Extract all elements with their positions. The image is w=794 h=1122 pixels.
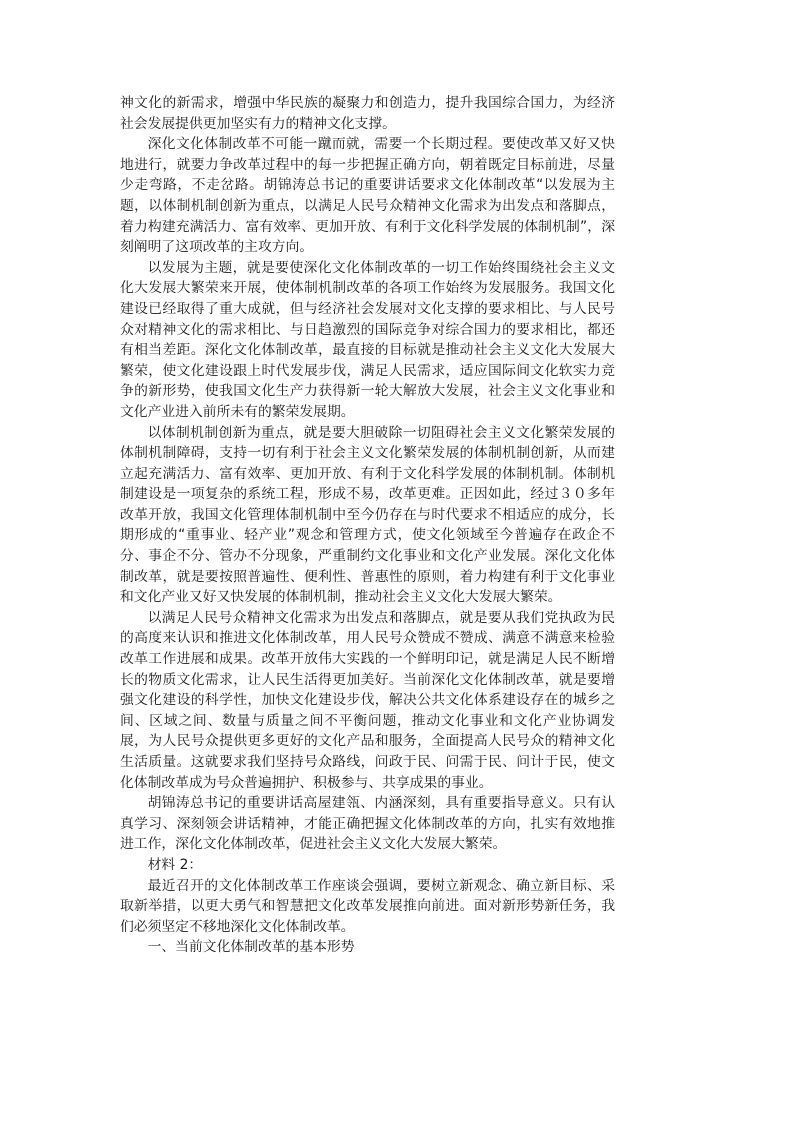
material-label: 材料 2： xyxy=(147,856,203,873)
paragraph-reform-process: 深化文化体制改革不可能一蹴而就，需要一个长期过程。要使改革又好又快地进行，就要力争改革过程中的每一步把握正确方向，朝着既定目标前进，尽量少走弯路，不走岔路。胡锦涛总书记的重要讲话要求文化体制改革“以发展为主题，以体制机制创新为重点，以满足人民号众精神文化需求为出发点和落脚点，着力构建充满活力、富有效率、更加开放、有利于文化科学发展的体制机制”，深刻阐明了这项改革的主攻方向。 xyxy=(120,136,615,256)
paragraph-development-theme: 以发展为主题，就是要使深化文化体制改革的一切工作始终围绕社会主义文化大发展大繁荣来开展，使体制机制改革的各项工作始终为发展服务。我国文化建设已经取得了重大成就，但与经济社会发展对文化支撑的要求相比、与人民号众对精神文化的需求相比、与日趋激烈的国际竞争对综合国力的要求相比，都还有相当差距。深化文化体制改革，最直接的目标就是推动社会主义文化大发展大繁荣，使文化建设跟上时代发展步伐，满足人民需求，适应国际间文化软实力竞争的新形势，使我国文化生产力获得新一轮大解放大发展，社会主义文化事业和文化产业进入前所未有的繁荣发展期。 xyxy=(120,259,615,420)
paragraph-material-2: 最近召开的文化体制改革工作座谈会强调，要树立新观念、确立新目标、采取新举措，以更大勇气和智慧把文化改革发展推向前进。面对新形势新任务，我们必须坚定不移地深化文化体制改革。 xyxy=(120,877,615,935)
paragraph-guidance: 胡锦涛总书记的重要讲话高屋建瓴、内涵深刻，具有重要指导意义。只有认真学习、深刻领会讲话精神，才能正确把握文化体制改革的方向，扎实有效地推进工作，深化文化体制改革，促进社会主义文化大发展大繁荣。 xyxy=(120,795,615,853)
paragraph-continuation: 神文化的新需求，增强中华民族的凝聚力和创造力，提升我国综合国力，为经济社会发展提供更加坚实有力的精神文化支撑。 xyxy=(120,95,615,132)
paragraph-mechanism-innovation: 以体制机制创新为重点，就是要大胆破除一切阻碍社会主义文化繁荣发展的体制机制障碍，支持一切有利于社会主义文化繁荣发展的体制机制创新，从而建立起充满活力、富有效率、更加开放、有利于文化科学发展的体制机制。体制机制建设是一项复杂的系统工程，形成不易，改革更难。正因如此，经过３０多年改革开放，我国文化管理体制机制中至今仍存在与时代要求不相适应的成分，长期形成的“重事业、轻产业”观念和管理方式，使文化领域至今普遍存在政企不分、事企不分、管办不分现象，严重制约文化事业和文化产业发展。深化文化体制改革，就是要按照普遍性、便利性、普惠性的原则，着力构建有利于文化事业和文化产业又好又快发展的体制机制，推动社会主义文化大发展大繁荣。 xyxy=(120,424,615,606)
paragraph-people-needs: 以满足人民号众精神文化需求为出发点和落脚点，就是要从我们党执政为民的高度来认识和推进文化体制改革，用人民号众赞成不赞成、满意不满意来检验改革工作进展和成果。改革开放伟大实践的一个鲜明印记，就是满足人民不断增长的物质文化需求，让人民生活得更加美好。当前深化文化体制改革，就是要增强文化建设的科学性，加快文化建设步伐，解决公共文化体系建设存在的城乡之间、区域之间、数量与质量之间不平衡问题，推动文化事业和文化产业协调发展，为人民号众提供更多更好的文化产品和服务，全面提高人民号众的精神文化生活质量。这就要求我们坚持号众路线，问政于民、问需于民、问计于民，使文化体制改革成为号众普遍拥护、积极参与、共享成果的事业。 xyxy=(120,609,615,791)
section-heading: 一、当前文化体制改革的基本形势 xyxy=(147,939,355,956)
document-body xyxy=(120,93,615,958)
